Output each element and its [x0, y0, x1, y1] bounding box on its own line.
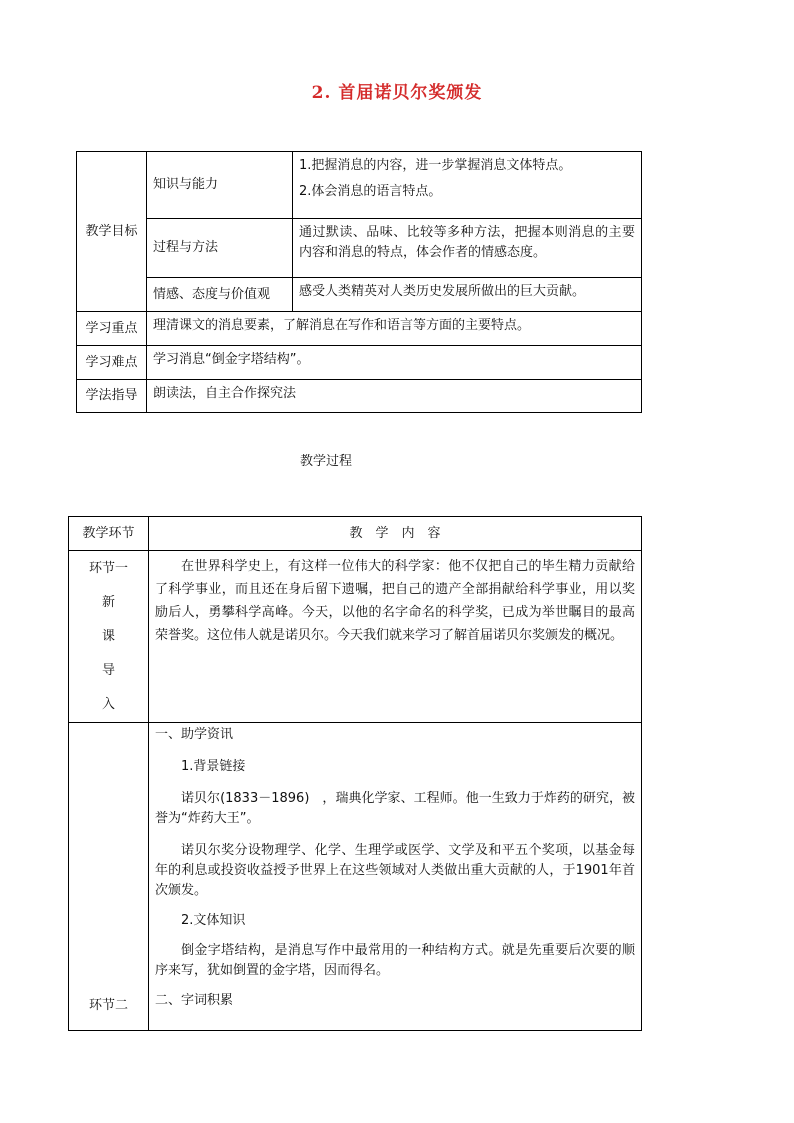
stage2-heading1: 一、助学资讯 — [155, 727, 234, 742]
objective-label-attitude: 情感、态度与价值观 — [147, 278, 293, 312]
stage2-sub1: 1.背景链接 — [181, 759, 246, 774]
page-title: 2. 首届诺贝尔奖颁发 — [311, 83, 483, 103]
header-content: 教 学 内 容 — [149, 517, 642, 551]
objective-knowledge-cell — [293, 152, 642, 219]
difficulty-label: 学习难点 — [77, 346, 147, 380]
method-label: 学法指导 — [77, 380, 147, 413]
key-text: 理清课文的消息要素，了解消息在写作和语言等方面的主要特点。 — [147, 312, 642, 346]
objective-label-process: 过程与方法 — [147, 219, 293, 278]
objective-process-text: 通过默读、品味、比较等多种方法，把握本则消息的主要内容和消息的特点，体会作者的情感态度。 — [293, 219, 642, 278]
stage2-para2: 诺贝尔奖分设物理学、化学、生理学或医学、文学及和平五个奖项，以基金每年的利息或投资收益授予世界上在这些领域对人类做出重大贡献的人，于1901年首次颁发。 — [155, 843, 635, 898]
stage1-content — [149, 551, 642, 723]
key-label: 学习重点 — [77, 312, 147, 346]
goal-label: 教学目标 — [77, 152, 147, 312]
process-table — [68, 516, 642, 1031]
process-title: 教学过程 — [300, 454, 353, 469]
objective-knowledge-item-1: 1.把握消息的内容，进一步掌握消息文体特点。 — [299, 158, 572, 173]
stage1-text: 在世界科学史上，有这样一位伟大的科学家：他不仅把自己的毕生精力贡献给了科学事业，而且还在身后留下遗嘱，把自己的遗产全部捐献给科学事业，用以奖励后人，勇攀科学高峰。今天，以他的名字命名的科学奖，已成为举世瞩目的最高荣誉奖。这位伟人就是诺贝尔。今天我们就来学习了解首届诺贝尔奖颁发的概况。 — [155, 559, 635, 643]
stage2-label: 环节二 — [69, 723, 149, 1031]
method-text: 朗读法，自主合作探究法 — [147, 380, 642, 413]
stage2-para3: 倒金字塔结构，是消息写作中最常用的一种结构方式。就是先重要后次要的顺序来写，犹如倒置的金字塔，因而得名。 — [155, 943, 635, 978]
stage1-label — [69, 551, 149, 723]
stage1-char: 环节一 — [88, 561, 128, 576]
difficulty-text: 学习消息“倒金字塔结构”。 — [147, 346, 642, 380]
stage1-char: 新 — [101, 595, 115, 610]
stage1-char: 课 — [101, 629, 115, 644]
objective-attitude-text: 感受人类精英对人类历史发展所做出的巨大贡献。 — [293, 278, 642, 312]
stage1-char: 入 — [101, 697, 115, 712]
stage2-heading2: 二、字词积累 — [155, 993, 234, 1008]
objective-knowledge-item-2: 2.体会消息的语言特点。 — [299, 184, 442, 199]
stage2-sub2: 2.文体知识 — [181, 913, 246, 928]
stage2-para1: 诺贝尔(1833－1896) ，瑞典化学家、工程师。他一生致力于炸药的研究，被誉为“炸药大王”。 — [155, 791, 635, 826]
header-stage: 教学环节 — [69, 517, 149, 551]
objective-label-knowledge: 知识与能力 — [147, 152, 293, 219]
stage2-content — [149, 723, 642, 1031]
stage1-char: 导 — [101, 663, 115, 678]
objectives-table — [76, 151, 642, 413]
